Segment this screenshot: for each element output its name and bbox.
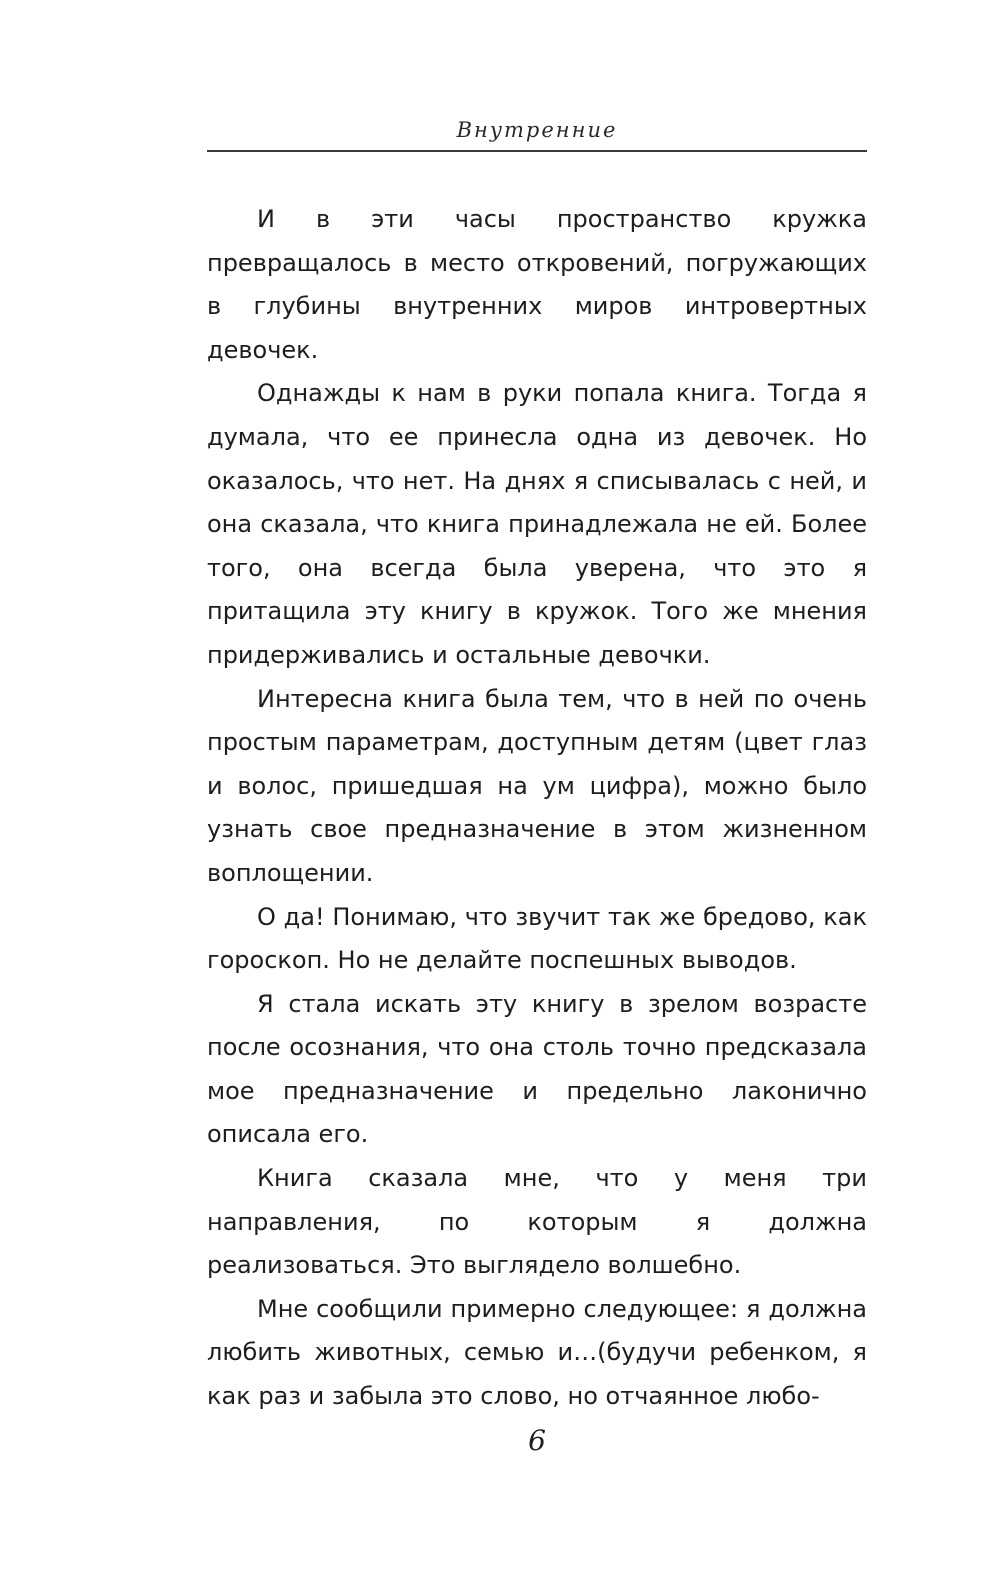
paragraph: Однажды к нам в руки попала книга. Тогда я думала, что ее принесла одна из девочек. Но оказалось, что нет. На днях я списывалась с ней, и она сказала, что книга принадлежала не ей. Более того, она всегда была уверена, что это я притащила эту книгу в кружок. Того же мнения придерживались и остальные девочки. (207, 379, 867, 669)
header-rule (207, 150, 867, 152)
paragraph: Книга сказала мне, что у меня три направления, по которым я должна реализоваться. Это выглядело волшебно. (207, 1164, 867, 1280)
body-text (207, 198, 867, 1419)
paragraph: И в эти часы пространство кружка превращалось в место откровений, погружающих в глубины внутренних миров интровертных девочек. (207, 205, 867, 364)
paragraph: Я стала искать эту книгу в зрелом возрасте после осознания, что она столь точно предсказала мое предназначение и предельно лаконично описала его. (207, 989, 867, 1149)
running-header-title: Внутренние (456, 118, 618, 142)
paragraph: Интересна книга была тем, что в ней по очень простым параметрам, доступным детям (цвет глаз и волос, пришедшая на ум цифра), можно было узнать свое предназначение в этом жизненном воплощении. (207, 684, 867, 887)
paragraph: Мне сообщили примерно следующее: я должна любить животных, семью и…(будучи ребенком, я как раз и забыла это слово, но отчаянное любо- (207, 1294, 867, 1411)
paragraph: О да! Понимаю, что звучит так же бредово, как гороскоп. Но не делайте поспешных выводов. (207, 902, 867, 975)
page-number: 6 (528, 1424, 546, 1457)
